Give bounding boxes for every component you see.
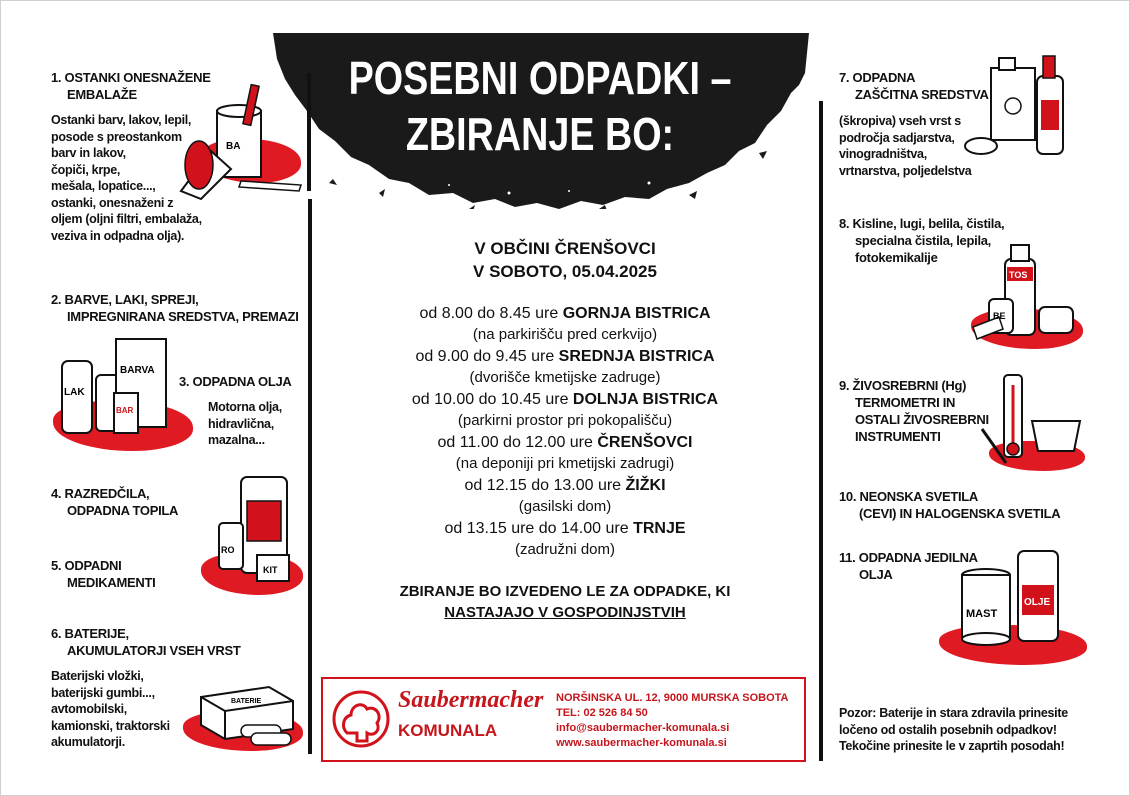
notice-line-2: NASTAJAJO V GOSPODINJSTVIH (444, 604, 686, 621)
olje-label: OLJE (1024, 597, 1051, 608)
schedule-entry-2: od 9.00 do 9.45 ure SREDNJA BISTRICA (dvorišče kmetijske zadruge) (415, 348, 715, 386)
footer-notice: Pozor: Baterije in stara zdravila prinesite ločeno od ostalih posebnih odpadkov! Tekočine prinesite le v zaprtih posodah! (839, 706, 1068, 753)
company-contact (556, 691, 788, 751)
left-divider-top (307, 73, 311, 191)
item-9-title: 9. ŽIVOSREBRNI (Hg) TERMOMETRI IN OSTALI ŽIVOSREBRNI INSTRUMENTI (839, 378, 989, 444)
paint-can-icon (171, 81, 306, 201)
saubermacher-logo-icon (331, 687, 391, 751)
company-sub: KOMUNALA (398, 721, 498, 740)
bar-label: BAR (116, 406, 134, 415)
company-email[interactable]: info@saubermacher-komunala.si (556, 722, 730, 734)
item-8-title: 8. Kisline, lugi, belila, čistila, specialna čistila, lepila, fotokemikalije (839, 216, 1005, 265)
can-label: BA (226, 141, 241, 152)
company-tel: TEL: 02 526 84 50 (556, 707, 648, 719)
schedule-entry-5: od 12.15 do 13.00 ure ŽIŽKI (gasilski dom) (464, 477, 666, 515)
item-5-title: 5. ODPADNI MEDIKAMENTI (51, 558, 156, 590)
item-7-desc: (škropiva) vseh vrst s področja sadjarstva, vinogradništva, vrtnarstva, poljedelstva (839, 114, 972, 178)
company-address: NORŠINSKA UL. 12, 9000 MURSKA SOBOTA (556, 692, 789, 704)
location-block (321, 237, 809, 283)
company-box (321, 677, 806, 762)
schedule-entry-6: od 13.15 ure do 14.00 ure TRNJE (zadružni dom) (444, 520, 686, 558)
title-banner (269, 33, 811, 209)
lak-label: LAK (64, 387, 85, 398)
schedule-entry-4: od 11.00 do 12.00 ure ČRENŠOVCI (na deponiji pri kmetijski zadrugi) (437, 434, 693, 472)
title-line-1: POSEBNI ODPADKI – (348, 52, 732, 104)
item-2-title: 2. BARVE, LAKI, SPREJI, IMPREGNIRANA SREDSTVA, PREMAZI (51, 292, 299, 324)
right-divider (819, 101, 823, 761)
notice-block (321, 581, 809, 623)
item-7-title: 7. ODPADNA ZAŠČITNA SREDSTVA (839, 70, 989, 102)
pesticide-bottles-icon (961, 46, 1073, 166)
item-3-title: 3. ODPADNA OLJA (179, 374, 292, 389)
item-10-title: 10. NEONSKA SVETILA (CEVI) IN HALOGENSKA SVETILA (839, 489, 1061, 521)
battery-icon (181, 673, 303, 751)
notice-line-1: ZBIRANJE BO IZVEDENO LE ZA ODPADKE, KI (399, 583, 731, 600)
ro-label: RO (221, 545, 235, 555)
location-line-1: V OBČINI ČRENŠOVCI (474, 239, 656, 258)
oil-cans-icon (956, 541, 1076, 661)
left-divider (308, 199, 312, 754)
item-4-title: 4. RAZREDČILA, ODPADNA TOPILA (51, 486, 179, 518)
solvent-bottles-icon (213, 471, 303, 589)
item-1-desc: Ostanki barv, lakov, lepil, posode s preostankom barv in lakov, čopiči, krpe, mešala, lopatice..., ostanki, onesnaženi z oljem (oljni filtri, embalaža, veziva in odpadna olja). (51, 113, 202, 243)
item-6-title: 6. BATERIJE, AKUMULATORJI VSEH VRST (51, 626, 241, 658)
chemical-bottles-icon (969, 237, 1081, 349)
company-web[interactable]: www.saubermacher-komunala.si (556, 737, 727, 749)
tos-label: TOS (1009, 270, 1028, 280)
kit-label: KIT (263, 565, 278, 575)
schedule-entry-1: od 8.00 do 8.45 ure GORNJA BISTRICA (na parkirišču pred cerkvijo) (419, 305, 711, 343)
barva-label: BARVA (120, 365, 155, 376)
thermometer-icon (976, 371, 1086, 471)
be-label: BE (993, 311, 1006, 321)
mast-label: MAST (966, 608, 998, 620)
schedule-list (321, 303, 809, 561)
item-3-desc: Motorna olja, hidravlična, mazalna... (208, 400, 282, 447)
company-name: Saubermacher (398, 687, 544, 713)
location-line-2: V SOBOTO, 05.04.2025 (473, 262, 657, 281)
schedule-entry-3: od 10.00 do 10.45 ure DOLNJA BISTRICA (parkirni prostor pri pokopališču) (411, 391, 719, 429)
item-1-title: 1. OSTANKI ONESNAŽENE EMBALAŽE (51, 70, 211, 102)
item-6-desc: Baterijski vložki, baterijski gumbi..., avtomobilski, kamionski, traktorski akumulatorji. (51, 669, 170, 749)
title-line-2: ZBIRANJE BO: (405, 108, 675, 160)
paint-cans-icon (56, 333, 174, 445)
akumulator-label: BATERIE (231, 698, 262, 705)
item-11-title: 11. ODPADNA JEDILNA OLJA (839, 550, 978, 582)
